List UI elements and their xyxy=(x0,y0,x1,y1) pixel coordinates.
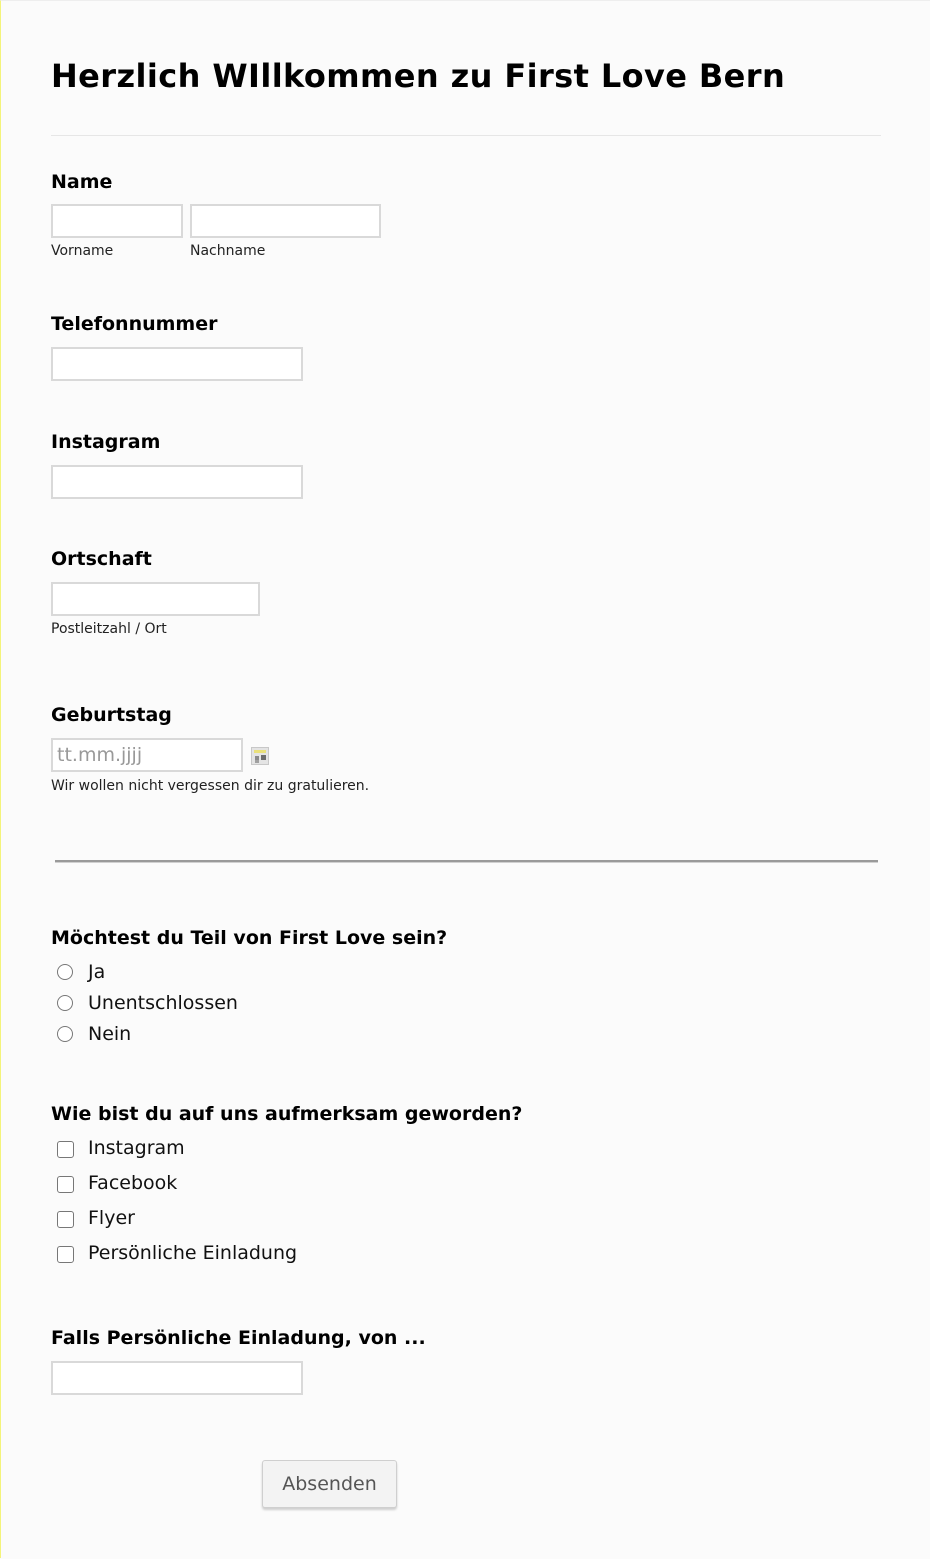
instagram-input[interactable] xyxy=(51,465,303,499)
invited-by-input[interactable] xyxy=(51,1361,303,1395)
form-page xyxy=(1,1,930,1559)
radio-label: Unentschlossen xyxy=(88,992,238,1014)
checkbox[interactable] xyxy=(57,1176,74,1193)
invited-by-label: Falls Persönliche Einladung, von ... xyxy=(51,1327,426,1349)
birthday-label: Geburtstag xyxy=(51,704,172,726)
submit-button[interactable]: Absenden xyxy=(262,1460,397,1508)
radio-label: Ja xyxy=(88,961,106,983)
checkbox-option-instagram[interactable] xyxy=(57,1137,185,1159)
radio-button[interactable] xyxy=(57,964,73,980)
birthday-sublabel: Wir wollen nicht vergessen dir zu gratulieren. xyxy=(51,778,370,794)
radio-option-nein[interactable] xyxy=(57,1023,131,1045)
last-name-input[interactable] xyxy=(190,204,381,238)
birthday-input[interactable] xyxy=(51,738,243,772)
phone-input[interactable] xyxy=(51,347,303,381)
source-label: Wie bist du auf uns aufmerksam geworden? xyxy=(51,1103,523,1125)
location-sublabel: Postleitzahl / Ort xyxy=(51,621,167,637)
checkbox-option-facebook[interactable] xyxy=(57,1172,177,1194)
checkbox-label: Facebook xyxy=(88,1172,178,1194)
section-divider xyxy=(55,860,878,863)
location-label: Ortschaft xyxy=(51,548,152,570)
phone-label: Telefonnummer xyxy=(51,313,218,335)
calendar-icon[interactable] xyxy=(251,747,269,765)
instagram-label: Instagram xyxy=(51,431,161,453)
checkbox[interactable] xyxy=(57,1211,74,1228)
checkbox-label: Persönliche Einladung xyxy=(88,1242,298,1264)
last-name-sublabel: Nachname xyxy=(190,243,266,259)
checkbox-label: Instagram xyxy=(88,1137,185,1159)
radio-button[interactable] xyxy=(57,1026,73,1042)
checkbox-option-flyer[interactable] xyxy=(57,1207,135,1229)
name-label: Name xyxy=(51,171,113,193)
title-divider xyxy=(51,135,881,136)
checkbox[interactable] xyxy=(57,1246,74,1263)
first-name-input[interactable] xyxy=(51,204,183,238)
first-name-sublabel: Vorname xyxy=(51,243,114,259)
page-title: Herzlich WIllkommen zu First Love Bern xyxy=(51,57,786,95)
radio-label: Nein xyxy=(88,1023,132,1045)
checkbox-label: Flyer xyxy=(88,1207,135,1229)
membership-label: Möchtest du Teil von First Love sein? xyxy=(51,927,448,949)
radio-option-ja[interactable] xyxy=(57,961,105,983)
radio-option-unentschlossen[interactable] xyxy=(57,992,238,1014)
location-input[interactable] xyxy=(51,582,260,616)
checkbox[interactable] xyxy=(57,1141,74,1158)
checkbox-option-personal-invite[interactable] xyxy=(57,1242,297,1264)
radio-button[interactable] xyxy=(57,995,73,1011)
